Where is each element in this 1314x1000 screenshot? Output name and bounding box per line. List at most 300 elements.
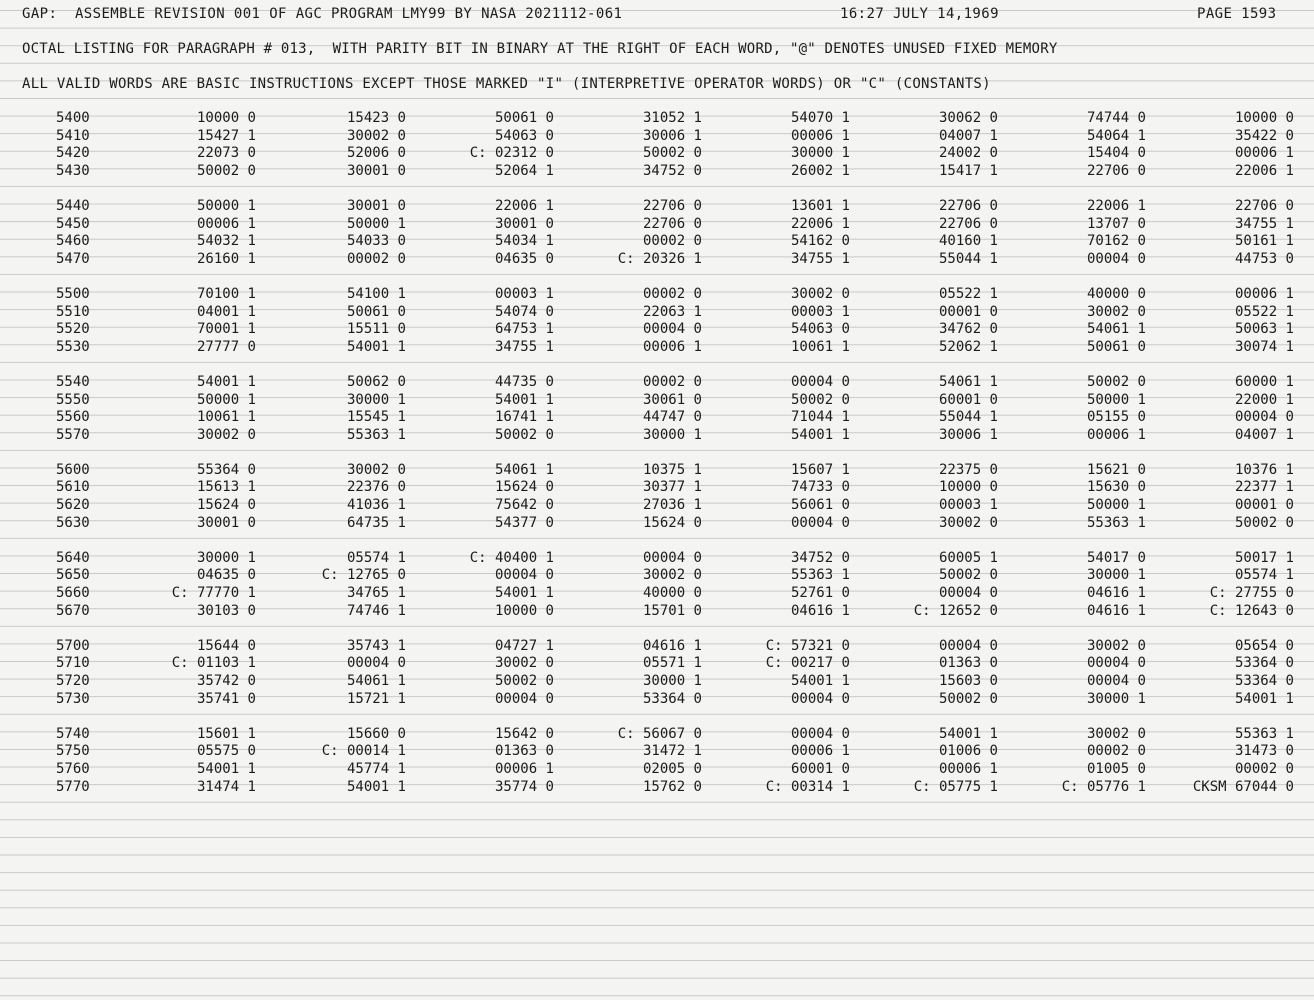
octal-word: 30002 0 xyxy=(1086,725,1146,742)
octal-word: 54001 1 xyxy=(790,673,850,689)
octal-word: 00004 0 xyxy=(938,585,998,602)
listing-row xyxy=(0,304,1314,322)
octal-word: C: 00217 0 xyxy=(765,655,850,672)
octal-word: 40000 0 xyxy=(1086,285,1146,302)
listing-row xyxy=(0,585,1314,603)
octal-word: 00004 0 xyxy=(790,690,850,707)
octal-word: 30001 0 xyxy=(346,162,406,179)
octal-word: C: 12652 0 xyxy=(913,602,998,619)
listing-row xyxy=(0,216,1314,234)
listing-row xyxy=(0,128,1314,146)
octal-word: C: 00014 1 xyxy=(321,743,406,760)
listing-row xyxy=(0,392,1314,410)
octal-word: 01363 0 xyxy=(938,655,998,672)
octal-word: 54063 0 xyxy=(494,127,554,144)
row-address: 5650 xyxy=(56,567,90,584)
octal-word: 00006 1 xyxy=(1234,285,1294,302)
row-address: 5520 xyxy=(56,321,90,338)
octal-word: 04616 1 xyxy=(1086,602,1146,619)
octal-word: 00002 0 xyxy=(642,373,702,390)
octal-word: 10000 0 xyxy=(494,602,554,619)
octal-word: 70001 1 xyxy=(196,321,256,338)
octal-word: 70100 1 xyxy=(196,285,256,302)
octal-word: 15621 0 xyxy=(1086,461,1146,478)
octal-word: 54017 0 xyxy=(1086,549,1146,566)
octal-word: 35741 0 xyxy=(196,690,256,707)
octal-word: 02005 0 xyxy=(642,760,702,777)
group-spacer xyxy=(0,268,1314,286)
listing-row xyxy=(0,550,1314,568)
octal-word: 00002 0 xyxy=(1234,760,1294,777)
listing-row xyxy=(0,427,1314,445)
listing-row xyxy=(0,198,1314,216)
octal-word: 64735 1 xyxy=(346,514,406,531)
octal-word: 04635 0 xyxy=(494,250,554,267)
group-spacer xyxy=(0,444,1314,462)
octal-word: 10061 1 xyxy=(790,338,850,355)
octal-word: 15762 0 xyxy=(642,778,702,795)
octal-word: 60001 0 xyxy=(938,391,998,408)
octal-word: 04616 1 xyxy=(642,637,702,654)
octal-word: 05155 0 xyxy=(1086,409,1146,426)
octal-word: C: 12765 0 xyxy=(321,567,406,584)
octal-word: 00006 1 xyxy=(642,338,702,355)
listing-row xyxy=(0,726,1314,744)
octal-word: 50002 0 xyxy=(196,162,256,179)
octal-word: C: 02312 0 xyxy=(469,145,554,162)
octal-word: 00006 1 xyxy=(790,743,850,760)
octal-word: 54001 1 xyxy=(494,585,554,602)
octal-word: 54001 1 xyxy=(346,778,406,795)
octal-word: 74746 1 xyxy=(346,602,406,619)
octal-word: 00004 0 xyxy=(790,373,850,390)
listing-row xyxy=(0,497,1314,515)
octal-word: 30000 1 xyxy=(642,426,702,443)
octal-word: 50000 1 xyxy=(196,391,256,408)
octal-word: 00006 1 xyxy=(790,127,850,144)
octal-word: 30000 1 xyxy=(346,391,406,408)
octal-word: 26002 1 xyxy=(790,162,850,179)
octal-word: 15417 1 xyxy=(938,162,998,179)
octal-word: C: 56067 0 xyxy=(617,725,702,742)
octal-word: 50062 0 xyxy=(346,373,406,390)
octal-word: 15545 1 xyxy=(346,409,406,426)
octal-word: 55363 1 xyxy=(1234,725,1294,742)
octal-word: 22706 0 xyxy=(642,215,702,232)
octal-word: 52062 1 xyxy=(938,338,998,355)
octal-word: 34752 0 xyxy=(790,549,850,566)
octal-word: 15642 0 xyxy=(494,725,554,742)
octal-word: 00006 1 xyxy=(938,760,998,777)
octal-word: C: 27755 0 xyxy=(1209,585,1294,602)
octal-word: 04616 1 xyxy=(1086,585,1146,602)
octal-word: 00006 1 xyxy=(1086,426,1146,443)
octal-word: C: 05775 1 xyxy=(913,778,998,795)
octal-word: 31474 1 xyxy=(196,778,256,795)
row-address: 5440 xyxy=(56,197,90,214)
octal-word: 74744 0 xyxy=(1086,110,1146,126)
listing-row xyxy=(0,515,1314,533)
octal-word: 30002 0 xyxy=(790,285,850,302)
octal-word: 00001 0 xyxy=(1234,497,1294,514)
row-address: 5500 xyxy=(56,285,90,302)
row-address: 5530 xyxy=(56,338,90,355)
octal-word: 30002 0 xyxy=(494,655,554,672)
octal-word: 00002 0 xyxy=(642,285,702,302)
octal-word: 35774 0 xyxy=(494,778,554,795)
octal-word: 00003 1 xyxy=(494,285,554,302)
octal-word: 54001 1 xyxy=(790,426,850,443)
octal-word: 30002 0 xyxy=(196,426,256,443)
octal-word: 52761 0 xyxy=(790,585,850,602)
octal-word: 15423 0 xyxy=(346,110,406,126)
octal-word: 54001 1 xyxy=(196,760,256,777)
octal-word: 55363 1 xyxy=(1086,514,1146,531)
octal-word: 74733 0 xyxy=(790,479,850,496)
octal-word: 15630 0 xyxy=(1086,479,1146,496)
octal-word: 41036 1 xyxy=(346,497,406,514)
octal-word: 22006 1 xyxy=(790,215,850,232)
octal-word: 30001 0 xyxy=(494,215,554,232)
octal-word: 30377 1 xyxy=(642,479,702,496)
octal-word: 54032 1 xyxy=(196,233,256,250)
octal-word: 00004 0 xyxy=(790,514,850,531)
row-address: 5570 xyxy=(56,426,90,443)
row-address: 5640 xyxy=(56,549,90,566)
listing-row xyxy=(0,286,1314,304)
octal-word: 50002 0 xyxy=(1086,373,1146,390)
octal-word: 30074 1 xyxy=(1234,338,1294,355)
listing-row xyxy=(0,339,1314,357)
octal-word: 15624 0 xyxy=(494,479,554,496)
header-title: GAP: ASSEMBLE REVISION 001 OF AGC PROGRAM LMY99 BY NASA 2021112-061 xyxy=(22,6,623,22)
octal-word: 24002 0 xyxy=(938,145,998,162)
octal-word: 50002 0 xyxy=(790,391,850,408)
listing-row xyxy=(0,251,1314,269)
listing-row xyxy=(0,479,1314,497)
octal-word: 54001 1 xyxy=(196,373,256,390)
row-address: 5400 xyxy=(56,110,90,126)
octal-word: 31052 1 xyxy=(642,110,702,126)
octal-word: 00004 0 xyxy=(790,725,850,742)
header-listing-description: OCTAL LISTING FOR PARAGRAPH # 013, WITH PARITY BIT IN BINARY AT THE RIGHT OF EACH WORD, "@" DENOTES UNUSED FIXED MEMORY xyxy=(22,41,1058,57)
octal-word: 50002 0 xyxy=(938,690,998,707)
listing-row xyxy=(0,603,1314,621)
octal-word: 50002 0 xyxy=(494,426,554,443)
row-address: 5600 xyxy=(56,461,90,478)
octal-word: 05571 1 xyxy=(642,655,702,672)
row-address: 5550 xyxy=(56,391,90,408)
listing-row xyxy=(0,673,1314,691)
row-address: 5610 xyxy=(56,479,90,496)
listing-row xyxy=(0,163,1314,181)
octal-word: 75642 0 xyxy=(494,497,554,514)
octal-word: 05522 1 xyxy=(938,285,998,302)
octal-word: 70162 0 xyxy=(1086,233,1146,250)
row-address: 5430 xyxy=(56,162,90,179)
group-spacer xyxy=(0,620,1314,638)
octal-word: 30061 0 xyxy=(642,391,702,408)
octal-word: 55363 1 xyxy=(346,426,406,443)
row-address: 5670 xyxy=(56,602,90,619)
octal-word: 34755 1 xyxy=(494,338,554,355)
listing-row xyxy=(0,761,1314,779)
listing-row xyxy=(0,233,1314,251)
octal-word: 54074 0 xyxy=(494,303,554,320)
octal-word: 00002 0 xyxy=(346,250,406,267)
octal-word: 05654 0 xyxy=(1234,637,1294,654)
octal-word: 50061 0 xyxy=(494,110,554,126)
row-address: 5700 xyxy=(56,637,90,654)
octal-word: 04727 1 xyxy=(494,637,554,654)
octal-word: 30103 0 xyxy=(196,602,256,619)
octal-word: 22063 1 xyxy=(642,303,702,320)
octal-word: 34755 1 xyxy=(790,250,850,267)
octal-word: 05575 0 xyxy=(196,743,256,760)
octal-word: 27036 1 xyxy=(642,497,702,514)
octal-word: 44747 0 xyxy=(642,409,702,426)
octal-word: 00004 0 xyxy=(938,637,998,654)
octal-word: C: 20326 1 xyxy=(617,250,702,267)
octal-word: 53364 0 xyxy=(1234,655,1294,672)
octal-word: 30002 0 xyxy=(642,567,702,584)
octal-word: 15660 0 xyxy=(346,725,406,742)
octal-word: 30006 1 xyxy=(642,127,702,144)
octal-word: 50000 1 xyxy=(1086,497,1146,514)
octal-word: 50061 0 xyxy=(346,303,406,320)
listing-row xyxy=(0,691,1314,709)
octal-word: 15644 0 xyxy=(196,637,256,654)
octal-word: C: 77770 1 xyxy=(171,585,256,602)
octal-word: 44735 0 xyxy=(494,373,554,390)
octal-word: 00004 0 xyxy=(1086,673,1146,689)
octal-word: 15701 0 xyxy=(642,602,702,619)
row-address: 5760 xyxy=(56,760,90,777)
octal-word: 00004 0 xyxy=(1086,250,1146,267)
group-spacer xyxy=(0,180,1314,198)
octal-word: 50002 0 xyxy=(938,567,998,584)
octal-word: 10000 0 xyxy=(1234,110,1294,126)
octal-word: 00002 0 xyxy=(1086,743,1146,760)
octal-word: 52064 1 xyxy=(494,162,554,179)
octal-word: 55364 0 xyxy=(196,461,256,478)
octal-word: C: 01103 1 xyxy=(171,655,256,672)
header-timestamp: 16:27 JULY 14,1969 xyxy=(840,6,999,22)
octal-word: 10061 1 xyxy=(196,409,256,426)
octal-word: 54061 1 xyxy=(494,461,554,478)
octal-word: 50000 1 xyxy=(196,197,256,214)
octal-word: 54061 1 xyxy=(938,373,998,390)
octal-word: 15601 1 xyxy=(196,725,256,742)
octal-word: 22006 1 xyxy=(1234,162,1294,179)
octal-word: 54162 0 xyxy=(790,233,850,250)
octal-word: 54070 1 xyxy=(790,110,850,126)
octal-word: 54001 1 xyxy=(494,391,554,408)
octal-word: 05574 1 xyxy=(346,549,406,566)
octal-word: 22375 0 xyxy=(938,461,998,478)
octal-word: 22377 1 xyxy=(1234,479,1294,496)
listing-row xyxy=(0,779,1314,797)
octal-word: 15613 1 xyxy=(196,479,256,496)
octal-word: 22073 0 xyxy=(196,145,256,162)
octal-word: 00004 0 xyxy=(1234,409,1294,426)
octal-word: 05574 1 xyxy=(1234,567,1294,584)
octal-word: 15721 1 xyxy=(346,690,406,707)
octal-word: 22706 0 xyxy=(1086,162,1146,179)
octal-word: 04001 1 xyxy=(196,303,256,320)
octal-word: 60000 1 xyxy=(1234,373,1294,390)
octal-word: 00004 0 xyxy=(494,690,554,707)
octal-word: 22706 0 xyxy=(1234,197,1294,214)
listing-row xyxy=(0,145,1314,163)
octal-word: 34762 0 xyxy=(938,321,998,338)
octal-word: 54061 1 xyxy=(1086,321,1146,338)
octal-word: 54061 1 xyxy=(346,673,406,689)
octal-word: C: 05776 1 xyxy=(1061,778,1146,795)
octal-word: 50063 1 xyxy=(1234,321,1294,338)
octal-word: 50061 0 xyxy=(1086,338,1146,355)
row-address: 5660 xyxy=(56,585,90,602)
octal-word: 54001 1 xyxy=(346,338,406,355)
octal-word: 31473 0 xyxy=(1234,743,1294,760)
octal-word: 40160 1 xyxy=(938,233,998,250)
octal-word: 30000 1 xyxy=(1086,567,1146,584)
octal-word: 44753 0 xyxy=(1234,250,1294,267)
octal-word: 55363 1 xyxy=(790,567,850,584)
listing-row xyxy=(0,567,1314,585)
octal-word: 15404 0 xyxy=(1086,145,1146,162)
octal-word: 50000 1 xyxy=(346,215,406,232)
octal-word: 54001 1 xyxy=(938,725,998,742)
octal-word: 30000 1 xyxy=(790,145,850,162)
octal-word: 50002 0 xyxy=(642,145,702,162)
octal-word: 15624 0 xyxy=(196,497,256,514)
octal-word: 54033 0 xyxy=(346,233,406,250)
octal-word: C: 40400 1 xyxy=(469,549,554,566)
group-spacer xyxy=(0,532,1314,550)
octal-word: 05522 1 xyxy=(1234,303,1294,320)
octal-word: 10000 0 xyxy=(196,110,256,126)
octal-word: 34752 0 xyxy=(642,162,702,179)
octal-word: 53364 0 xyxy=(642,690,702,707)
octal-word: 54064 1 xyxy=(1086,127,1146,144)
row-address: 5720 xyxy=(56,673,90,689)
octal-word: 04007 1 xyxy=(1234,426,1294,443)
listing-row xyxy=(0,321,1314,339)
octal-word: C: 57321 0 xyxy=(765,637,850,654)
octal-word: 04635 0 xyxy=(196,567,256,584)
octal-word: 15607 1 xyxy=(790,461,850,478)
octal-word: 35422 0 xyxy=(1234,127,1294,144)
row-address: 5470 xyxy=(56,250,90,267)
header-page-number: PAGE 1593 xyxy=(1197,6,1277,22)
row-address: 5460 xyxy=(56,233,90,250)
octal-word: 26160 1 xyxy=(196,250,256,267)
header-instructions-note: ALL VALID WORDS ARE BASIC INSTRUCTIONS EXCEPT THOSE MARKED "I" (INTERPRETIVE OPERATOR WORDS) OR "C" (CONSTANTS) xyxy=(22,76,991,92)
row-address: 5510 xyxy=(56,303,90,320)
octal-word: C: 00314 1 xyxy=(765,778,850,795)
row-address: 5630 xyxy=(56,514,90,531)
octal-word: 34765 1 xyxy=(346,585,406,602)
octal-word: 15511 0 xyxy=(346,321,406,338)
octal-word: 00003 1 xyxy=(790,303,850,320)
octal-word: 01006 0 xyxy=(938,743,998,760)
octal-word: 22006 1 xyxy=(494,197,554,214)
octal-word: 54377 0 xyxy=(494,514,554,531)
listing-row xyxy=(0,743,1314,761)
row-address: 5560 xyxy=(56,409,90,426)
octal-word: 00004 0 xyxy=(1086,655,1146,672)
octal-word: 30002 0 xyxy=(1086,303,1146,320)
octal-word: 30062 0 xyxy=(938,110,998,126)
octal-word: 13601 1 xyxy=(790,197,850,214)
octal-word: CKSM 67044 0 xyxy=(1192,778,1294,795)
octal-word: 04007 1 xyxy=(938,127,998,144)
octal-word: 60005 1 xyxy=(938,549,998,566)
octal-word: 30002 0 xyxy=(346,461,406,478)
group-spacer xyxy=(0,708,1314,726)
octal-word: 54063 0 xyxy=(790,321,850,338)
octal-word: 71044 1 xyxy=(790,409,850,426)
octal-word: 22706 0 xyxy=(938,215,998,232)
octal-word: 50000 1 xyxy=(1086,391,1146,408)
row-address: 5710 xyxy=(56,655,90,672)
octal-word: 50017 1 xyxy=(1234,549,1294,566)
octal-word: 30002 0 xyxy=(938,514,998,531)
octal-word: 01005 0 xyxy=(1086,760,1146,777)
row-address: 5730 xyxy=(56,690,90,707)
octal-word: 30002 0 xyxy=(346,127,406,144)
row-address: 5770 xyxy=(56,778,90,795)
octal-word: 22706 0 xyxy=(938,197,998,214)
octal-word: 45774 1 xyxy=(346,760,406,777)
octal-word: 30000 1 xyxy=(642,673,702,689)
octal-word: 04616 1 xyxy=(790,602,850,619)
octal-word: 53364 0 xyxy=(1234,673,1294,689)
octal-word: 60001 0 xyxy=(790,760,850,777)
octal-word: 00004 0 xyxy=(494,567,554,584)
octal-word: 52006 0 xyxy=(346,145,406,162)
listing-row xyxy=(0,462,1314,480)
octal-word: 10000 0 xyxy=(938,479,998,496)
octal-word: 40000 0 xyxy=(642,585,702,602)
octal-word: 30001 0 xyxy=(196,514,256,531)
octal-word: 35743 1 xyxy=(346,637,406,654)
octal-word: 15427 1 xyxy=(196,127,256,144)
row-address: 5540 xyxy=(56,373,90,390)
octal-word: 55044 1 xyxy=(938,250,998,267)
octal-word: 13707 0 xyxy=(1086,215,1146,232)
octal-word: 30000 1 xyxy=(196,549,256,566)
row-address: 5740 xyxy=(56,725,90,742)
octal-word: 10376 1 xyxy=(1234,461,1294,478)
octal-word: 54034 1 xyxy=(494,233,554,250)
octal-word: 30001 0 xyxy=(346,197,406,214)
octal-word: 30000 1 xyxy=(1086,690,1146,707)
octal-word: 00003 1 xyxy=(938,497,998,514)
listing-row xyxy=(0,409,1314,427)
listing-row xyxy=(0,638,1314,656)
octal-word: 22000 1 xyxy=(1234,391,1294,408)
octal-word: 00004 0 xyxy=(346,655,406,672)
octal-listing-table xyxy=(0,110,1314,796)
octal-word: 00006 1 xyxy=(196,215,256,232)
octal-word: 00006 1 xyxy=(494,760,554,777)
octal-word: 54100 1 xyxy=(346,285,406,302)
octal-word: 10375 1 xyxy=(642,461,702,478)
row-address: 5620 xyxy=(56,497,90,514)
octal-word: 16741 1 xyxy=(494,409,554,426)
